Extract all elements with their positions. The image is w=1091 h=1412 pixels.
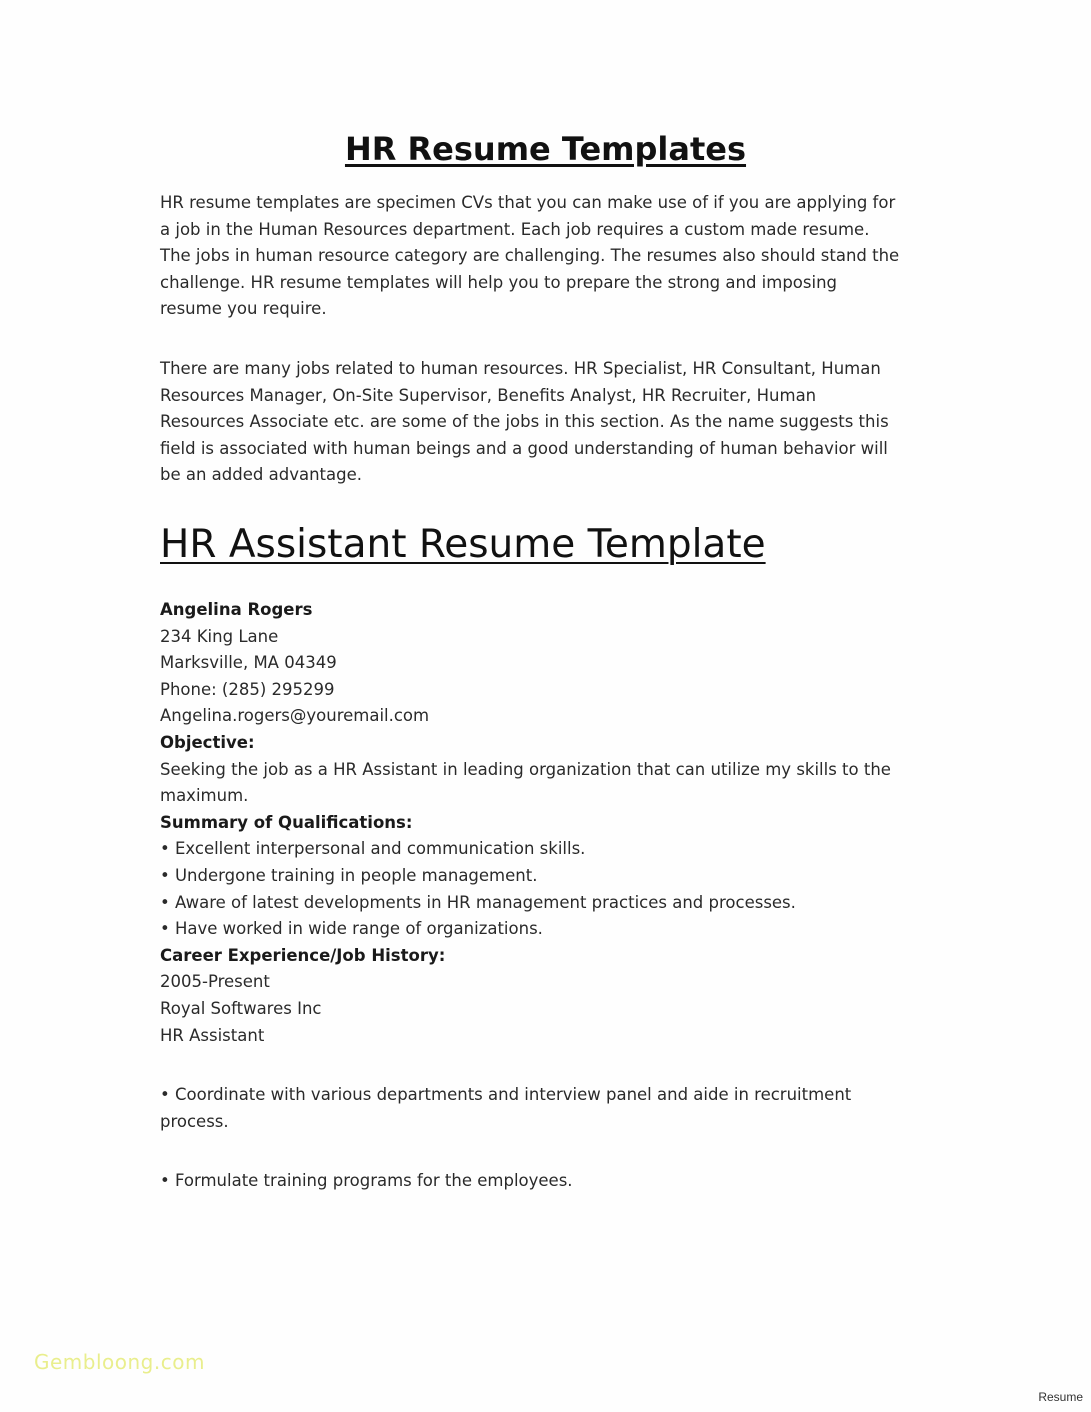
corner-label: Resume — [1038, 1390, 1083, 1404]
qualification-item: • Aware of latest developments in HR management practices and processes. — [160, 892, 796, 912]
objective-text-line-1: Seeking the job as a HR Assistant in leading organization that can utilize my skills to the — [160, 759, 891, 779]
qualification-item: • Undergone training in people management. — [160, 865, 538, 885]
resume-body — [160, 597, 980, 1195]
spacer — [160, 1135, 980, 1168]
duty-item-1-line-1: • Coordinate with various departments and interview panel and aide in recruitment — [160, 1085, 852, 1105]
resume-phone: Phone: (285) 295299 — [160, 679, 335, 699]
intro-paragraph-2: There are many jobs related to human resources. HR Specialist, HR Consultant, Human Resources Manager, On-Site Supervisor, Benefits Analyst, HR Recruiter, Human Resources Associate etc. are some of the jobs in this section. As the name suggests this field is associated with human beings and a good understanding of human behavior will be an added advantage. — [160, 359, 889, 485]
resume-address-line-2: Marksville, MA 04349 — [160, 653, 337, 673]
watermark-logo: Gembloong.com — [34, 1350, 205, 1374]
qualification-item: • Excellent interpersonal and communication skills. — [160, 839, 586, 859]
duty-item-2: • Formulate training programs for the employees. — [160, 1171, 573, 1191]
resume-name: Angelina Rogers — [160, 600, 313, 619]
objective-heading: Objective: — [160, 732, 255, 752]
objective-text-line-2: maximum. — [160, 786, 249, 806]
qualification-item: • Have worked in wide range of organizations. — [160, 919, 543, 939]
section-title: HR Assistant Resume Template — [160, 522, 766, 567]
experience-role: HR Assistant — [160, 1025, 265, 1045]
experience-heading: Career Experience/Job History: — [160, 945, 446, 965]
resume-address-line-1: 234 King Lane — [160, 626, 279, 646]
experience-period: 2005-Present — [160, 972, 270, 992]
duty-item-1-line-2: process. — [160, 1111, 229, 1131]
experience-company: Royal Softwares Inc — [160, 998, 322, 1018]
resume-email: Angelina.rogers@youremail.com — [160, 706, 430, 726]
spacer — [160, 1049, 980, 1082]
qualifications-heading: Summary of Qualifications: — [160, 812, 413, 832]
document-title: HR Resume Templates — [344, 130, 747, 168]
intro-paragraph-1: HR resume templates are specimen CVs that you can make use of if you are applying for a job in the Human Resources department. Each job requires a custom made resume. The jobs in human resource category are challenging. The resumes also should stand the challenge. HR resume templates will help you to prepare the strong and imposing resume you require. — [160, 193, 900, 319]
